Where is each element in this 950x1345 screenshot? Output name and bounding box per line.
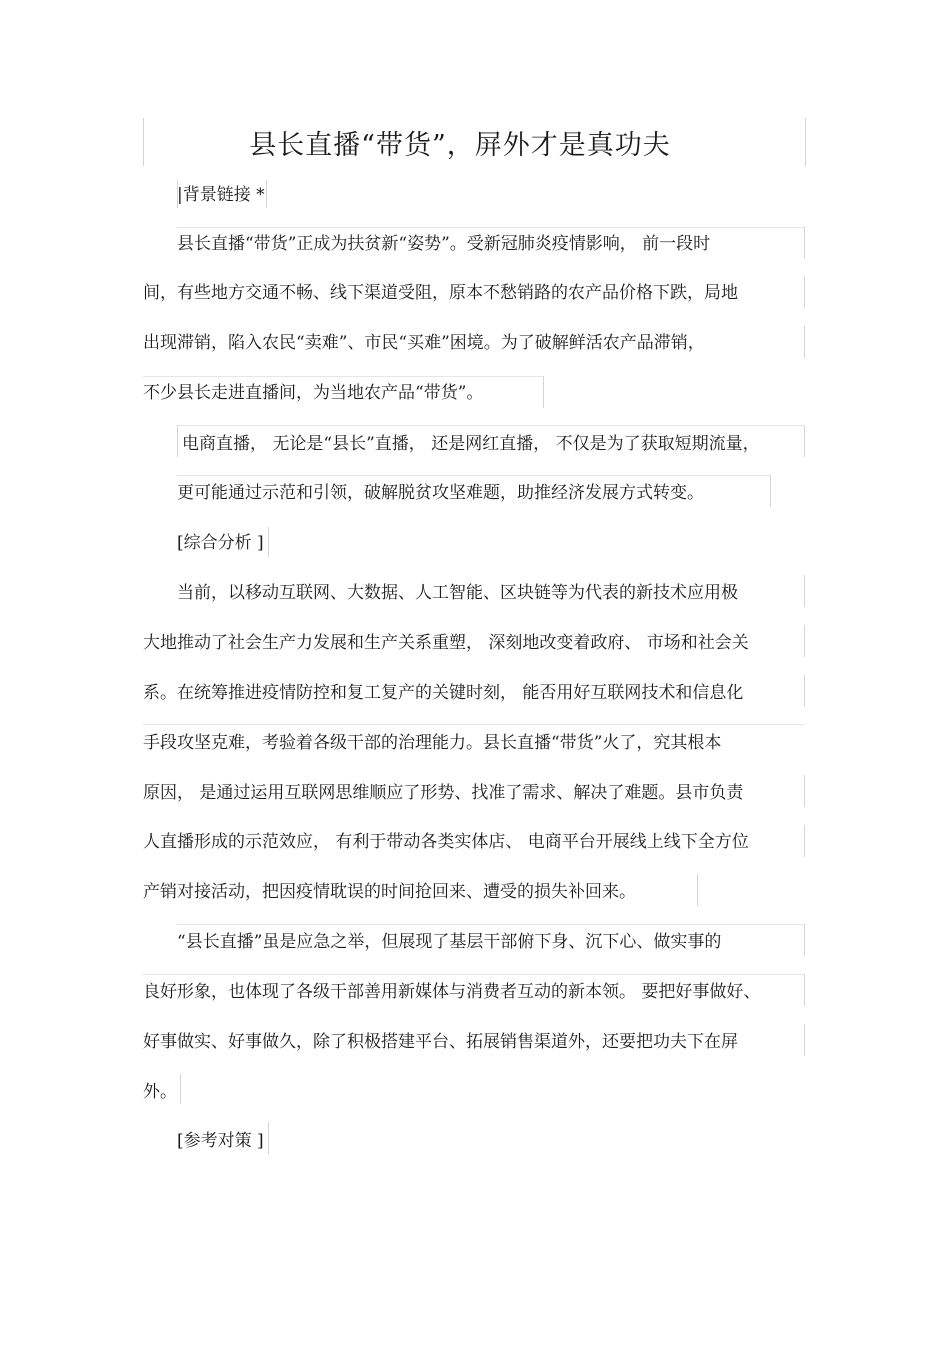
paragraph-line: 不少县长走进直播间，为当地农产品“带货”。	[143, 383, 484, 403]
paragraph-line: “县长直播”虽是应急之举，但展现了基层干部俯下身、沉下心、做实事的	[177, 932, 722, 952]
frame-line	[177, 425, 805, 426]
frame-line	[804, 924, 805, 956]
paragraph-line: 间，有些地方交通不畅、线下渠道受阻，原本不愁销路的农产品价格下跌，局地	[143, 283, 738, 303]
paragraph-line: 系。在统筹推进疫情防控和复工复产的关键时刻， 能否用好互联网技术和信息化	[143, 683, 744, 703]
frame-line	[177, 475, 771, 476]
section-heading-background: |背景链接 *	[177, 185, 265, 205]
paragraph-line: 原因， 是通过运用互联网思维顺应了形势、找准了需求、解决了难题。县市负责	[143, 783, 744, 803]
frame-line	[143, 724, 805, 725]
page-title: 县长直播“带货”，屏外才是真功夫	[249, 130, 671, 161]
frame-line	[177, 227, 805, 228]
paragraph-line: 电商直播， 无论是“县长”直播， 还是网红直播， 不仅是为了获取短期流量，	[182, 434, 760, 454]
paragraph-line: 县长直播“带货”正成为扶贫新“姿势”。受新冠肺炎疫情影响， 前一段时	[177, 234, 711, 254]
paragraph-line: 更可能通过示范和引领，破解脱贫攻坚难题，助推经济发展方式转变。	[177, 483, 704, 503]
frame-line	[804, 775, 805, 807]
paragraph-line: 产销对接活动，把因疫情耽误的时间抢回来、遭受的损失补回来。	[143, 882, 636, 902]
frame-line	[804, 326, 805, 358]
paragraph-line: 良好形象，也体现了各级干部善用新媒体与消费者互动的新本领。 要把好事做好、	[143, 982, 761, 1002]
frame-line	[266, 180, 267, 208]
paragraph-line: 好事做实、好事做久，除了积极搭建平台、拓展销售渠道外，还要把功夫下在屏	[143, 1032, 738, 1052]
paragraph-line: 外。	[143, 1082, 177, 1102]
frame-line	[804, 825, 805, 857]
frame-line	[143, 376, 543, 377]
frame-line	[180, 1074, 181, 1104]
frame-line	[804, 974, 805, 1006]
frame-line	[804, 227, 805, 259]
frame-line	[804, 1024, 805, 1056]
frame-line	[804, 625, 805, 657]
frame-line	[804, 675, 805, 707]
section-heading-countermeasures: [参考对策 ]	[177, 1131, 264, 1151]
paragraph-line: 人直播形成的示范效应， 有利于带动各类实体店、 电商平台开展线上线下全方位	[143, 832, 749, 852]
frame-line	[177, 425, 178, 457]
frame-line	[804, 276, 805, 308]
paragraph-line: 手段攻坚克难，考验着各级干部的治理能力。县长直播“带货”火了，究其根本	[143, 733, 722, 753]
paragraph-line: 大地推动了社会生产力发展和生产关系重塑， 深刻地改变着政府、 市场和社会关	[143, 633, 749, 653]
paragraph-line: 当前，以移动互联网、大数据、人工智能、区块链等为代表的新技术应用极	[177, 583, 738, 603]
frame-line	[770, 475, 771, 507]
frame-line	[268, 527, 269, 557]
paragraph-line: 出现滞销，陷入农民“卖难”、市民“买难”困境。为了破解鲜活农产品滞销，	[143, 333, 705, 353]
frame-line	[804, 575, 805, 607]
frame-line	[268, 1122, 269, 1154]
frame-line	[697, 874, 698, 906]
section-heading-analysis: [综合分析 ]	[177, 533, 264, 553]
frame-line	[543, 376, 544, 408]
frame-line	[177, 924, 805, 925]
frame-line	[143, 974, 805, 975]
frame-line	[804, 425, 805, 457]
